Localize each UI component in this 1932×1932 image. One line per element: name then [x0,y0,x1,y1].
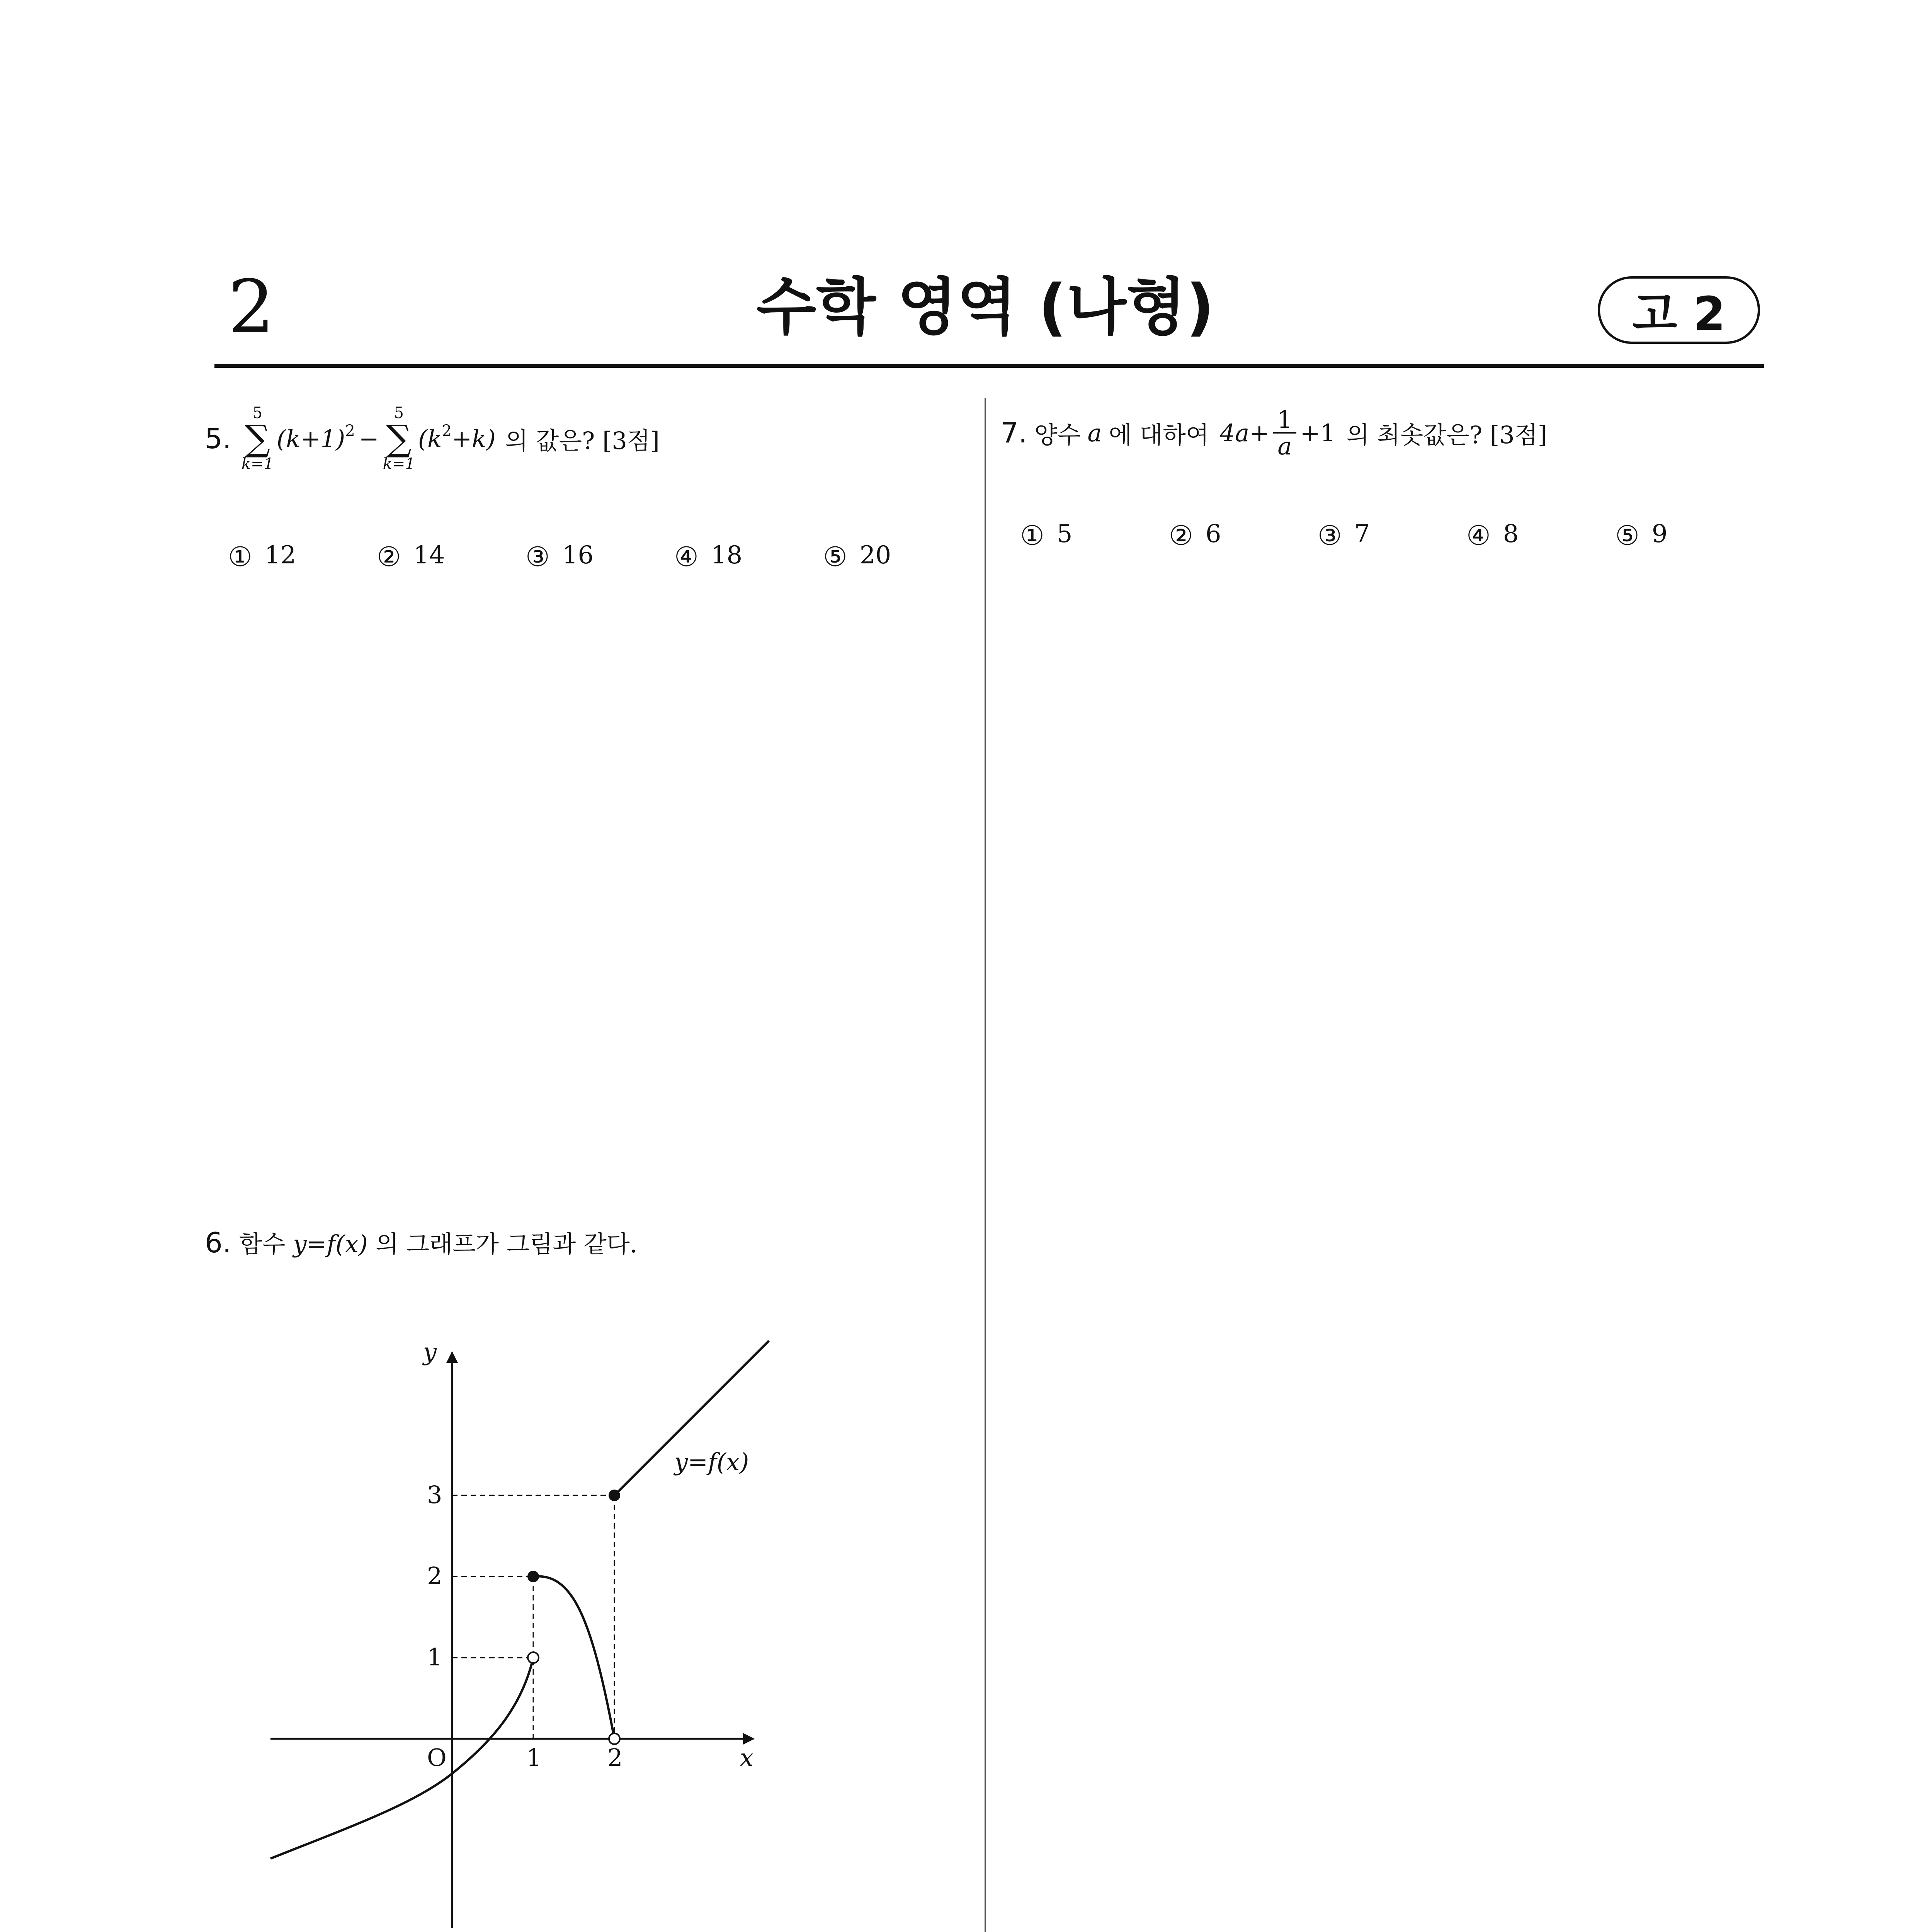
x-tick-label-1: 1 [526,1743,542,1772]
choice-mark: ③ [526,541,550,573]
column-divider [985,398,986,1932]
choice-mark: ⑤ [1615,520,1639,551]
choice-value: 12 [264,541,296,570]
question-number: 6. [205,1226,231,1259]
choice-value: 7 [1354,520,1370,548]
choice-mark: ① [1020,520,1044,551]
expression-left: 4a+ [1219,418,1270,447]
sum-lower-limit: k=1 [383,455,415,473]
choice-mark: ④ [1466,520,1491,551]
origin-label: O [427,1743,447,1772]
sigma-symbol: ∑ [245,418,270,459]
sum-term-1: (k+1) [276,424,345,453]
choice-4[interactable] [674,541,823,573]
question-intro: 양수 [1034,420,1081,449]
sigma-sum-1 [242,405,274,472]
closed-point-2-3 [609,1490,620,1501]
curve-left-branch [270,1658,533,1859]
choice-mark: ⑤ [823,541,847,573]
choice-mark: ② [1169,520,1193,551]
choice-mark: ④ [674,541,699,573]
choice-value: 18 [711,541,743,570]
question-tail: 의 최솟값은? [3점] [1346,420,1547,449]
choice-mark: ② [377,541,401,573]
function-graph [251,1321,831,1932]
choice-3[interactable] [1318,520,1466,551]
open-point-2-0 [609,1733,620,1744]
fraction-denominator: a [1277,432,1292,460]
choice-1[interactable] [1020,520,1169,551]
minus-sign: − [359,424,379,453]
grade-label: 고 2 [1632,287,1726,341]
x-axis-label: x [740,1743,753,1772]
sum-upper-limit: 5 [394,404,404,422]
question-7 [1001,398,1754,468]
question-5 [205,402,958,573]
choice-value: 8 [1503,520,1519,548]
choice-2[interactable] [377,541,526,573]
sigma-symbol: ∑ [386,418,412,459]
question-intro-tail: 의 그래프가 그림과 같다. [375,1230,638,1258]
choice-1[interactable] [228,541,377,573]
x-tick-label-2: 2 [607,1743,623,1772]
curve-middle-branch [533,1576,614,1739]
dashed-guides [452,1495,614,1739]
choice-value: 16 [562,541,594,570]
sum-term-2-close: +k) [452,424,496,453]
choice-value: 6 [1205,520,1221,548]
sum-term-2-open: (k [418,424,442,453]
sigma-sum-2 [383,405,415,472]
curve-label: y=f(x) [674,1448,749,1476]
exponent: 2 [442,422,452,440]
y-tick-label-3: 3 [427,1481,442,1509]
choice-2[interactable] [1169,520,1318,551]
question-number: 7. [1001,417,1027,449]
choice-mark: ③ [1318,520,1342,551]
question-intro-mid: 에 대하여 [1109,420,1209,449]
choice-value: 14 [413,541,445,570]
open-point-1-1 [528,1652,539,1663]
choice-4[interactable] [1466,520,1615,551]
function-expression: y=f(x) [293,1230,368,1258]
question-intro: 함수 [239,1230,286,1258]
y-axis-label: y [423,1338,437,1366]
expression-right: +1 [1300,418,1335,447]
choice-mark: ① [228,541,252,573]
sum-upper-limit: 5 [252,404,263,422]
y-tick-label-2: 2 [427,1562,442,1590]
closed-point-1-2 [527,1571,539,1582]
subject-title: 수학 영역 (나형) [756,271,1214,343]
exponent: 2 [345,422,355,440]
answer-choices [205,541,958,573]
choice-value: 5 [1056,520,1073,548]
question-6 [205,1225,958,1259]
page-number: 2 [228,264,275,350]
y-tick-label-1: 1 [427,1643,442,1671]
choice-value: 9 [1651,520,1668,548]
question-number: 5. [205,422,231,455]
variable-a: a [1087,418,1102,447]
choice-5[interactable] [823,541,939,573]
sum-lower-limit: k=1 [241,455,274,473]
answer-choices [1020,520,1731,551]
grade-badge [1598,276,1760,344]
choice-5[interactable] [1615,520,1731,551]
fraction [1273,407,1296,459]
choice-value: 20 [859,541,891,570]
fraction-numerator: 1 [1273,407,1296,434]
question-tail: 의 값은? [3점] [505,426,660,455]
choice-3[interactable] [526,541,674,573]
header-rule [214,364,1764,368]
